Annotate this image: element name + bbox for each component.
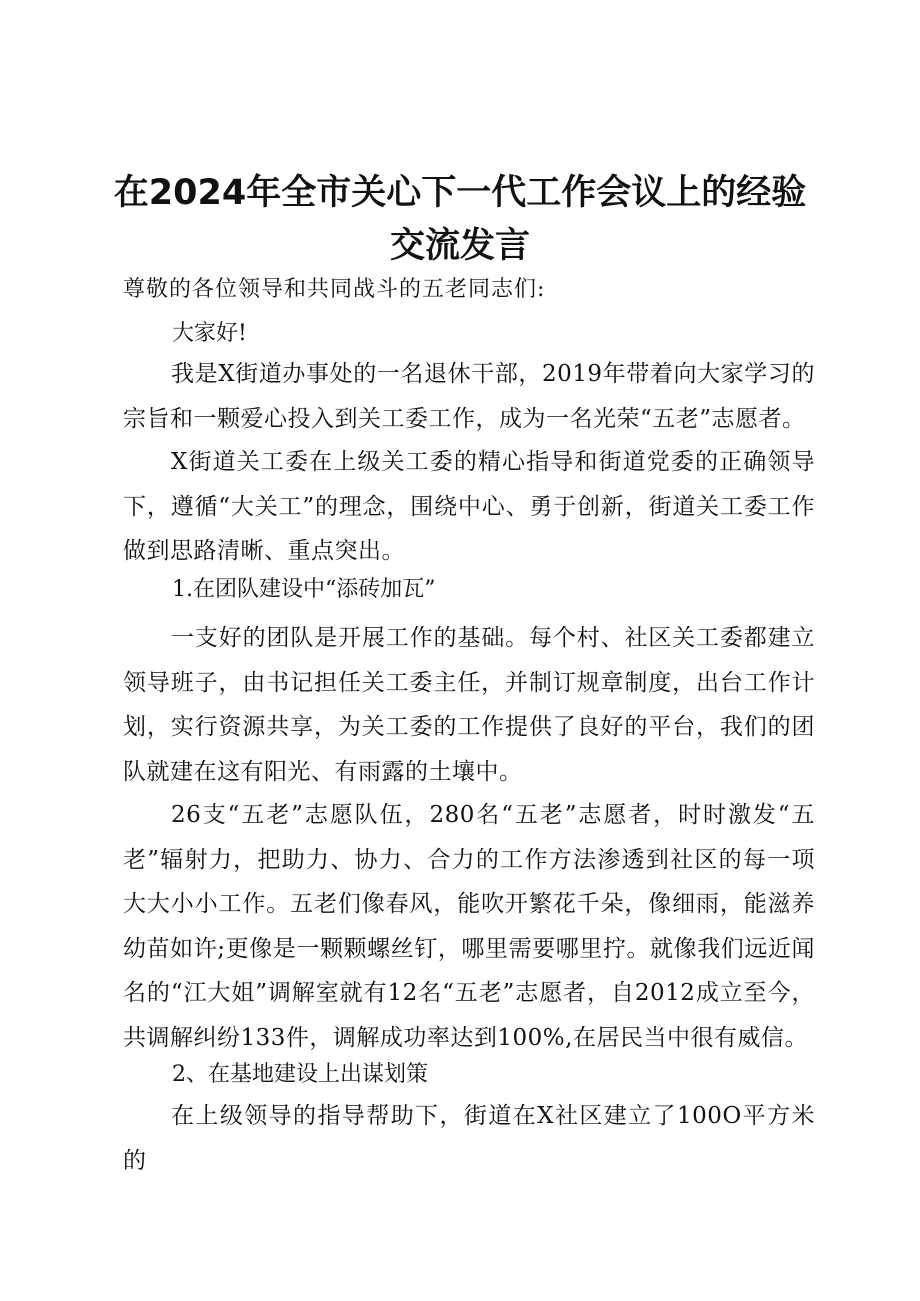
section1-paragraph-volunteers: 26支“五老”志愿队伍，280名“五老”志愿者，时时激发“五老”辐射力，把助力、协力、合力的工作方法渗透到社区的每一项大大小小工作。五老们像春风，能吹开繁花千朵，像细雨，能滋养幼苗如许;更像是一颗颗螺丝钉，哪里需要哪里拧。就像我们远近闻名的“江大姐”调解室就有12名“五老”志愿者，自2012成立至今，共调解纠纷133件，调解成功率达到100%,在居民当中很有威信。 [123,802,815,1051]
section1-heading: 1.在团队建设中“添砖加瓦” [172,577,436,602]
greeting: 大家好! [172,321,247,346]
document-title-line1: 在2024年全市关心下一代工作会议上的经验 [113,173,807,213]
salutation: 尊敬的各位领导和共同战斗的五老同志们: [123,277,546,302]
section2-paragraph-base: 在上级领导的指导帮助下，街道在X社区建立了100O平方米的 [123,1103,815,1174]
paragraph-intro: 我是X街道办事处的一名退休干部，2019年带着向大家学习的宗旨和一颗爱心投入到关工委工作，成为一名光荣“五老”志愿者。 [123,361,815,432]
document-title-line2: 交流发言 [389,226,530,266]
paragraph-overview: X街道关工委在上级关工委的精心指导和街道党委的正确领导下，遵循“大关工”的理念，围绕中心、勇于创新，街道关工委工作做到思路清晰、重点突出。 [123,449,815,564]
section1-paragraph-team: 一支好的团队是开展工作的基础。每个村、社区关工委都建立领导班子，由书记担任关工委主任，并制订规章制度，出台工作计划，实行资源共享，为关工委的工作提供了良好的平台，我们的团队就建在这有阳光、有雨露的土壤中。 [123,625,815,785]
section2-heading: 2、在基地建设上出谋划策 [172,1062,428,1087]
